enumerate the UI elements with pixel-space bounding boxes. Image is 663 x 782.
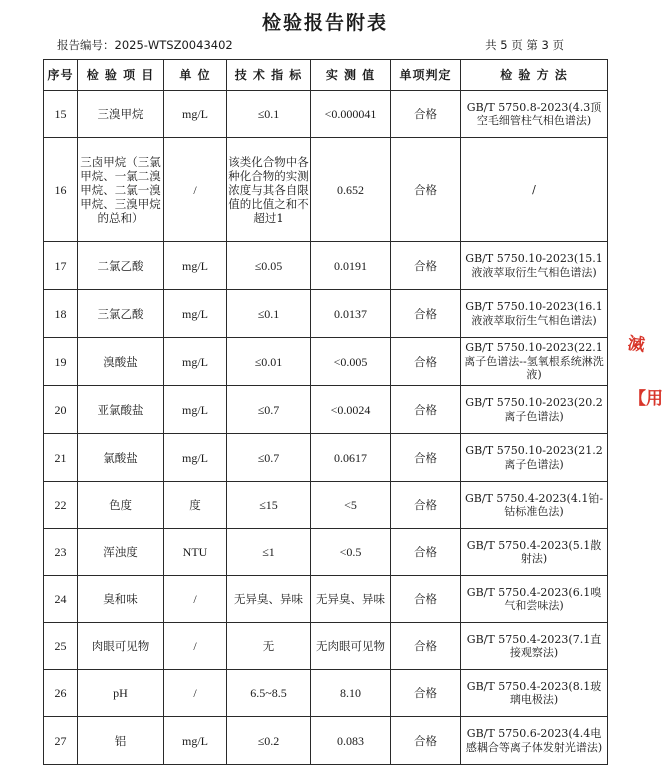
cell-item: 色度	[78, 482, 164, 529]
cell-method: GB/T 5750.4-2023(5.1散射法)	[461, 529, 608, 576]
cell-no: 20	[44, 386, 78, 434]
cell-unit: NTU	[164, 529, 227, 576]
cell-unit: /	[164, 576, 227, 623]
cell-judge: 合格	[391, 242, 461, 290]
cell-judge: 合格	[391, 717, 461, 765]
cell-unit: mg/L	[164, 91, 227, 138]
cell-value: <0.000041	[311, 91, 391, 138]
cell-judge: 合格	[391, 386, 461, 434]
cell-item: 亚氯酸盐	[78, 386, 164, 434]
cell-spec: ≤0.01	[227, 338, 311, 386]
cell-unit: /	[164, 138, 227, 242]
cell-unit: mg/L	[164, 386, 227, 434]
cell-item: 铝	[78, 717, 164, 765]
cell-item: 浑浊度	[78, 529, 164, 576]
cell-no: 26	[44, 670, 78, 717]
cell-item: 二氯乙酸	[78, 242, 164, 290]
cell-no: 22	[44, 482, 78, 529]
cell-spec: ≤0.2	[227, 717, 311, 765]
seal-stamp-fragment: 滅	[626, 333, 647, 356]
header-value: 实 测 值	[311, 60, 391, 91]
cell-judge: 合格	[391, 290, 461, 338]
cell-unit: mg/L	[164, 434, 227, 482]
cell-judge: 合格	[391, 576, 461, 623]
table-row	[44, 482, 608, 529]
cell-spec: 无异臭、异味	[227, 576, 311, 623]
cell-item: 三氯乙酸	[78, 290, 164, 338]
table-row	[44, 623, 608, 670]
table-row	[44, 717, 608, 765]
cell-no: 19	[44, 338, 78, 386]
cell-no: 21	[44, 434, 78, 482]
cell-value: 0.0137	[311, 290, 391, 338]
table-row	[44, 242, 608, 290]
cell-spec: ≤15	[227, 482, 311, 529]
table-header-row	[44, 60, 608, 91]
table-row	[44, 138, 608, 242]
cell-spec: ≤0.1	[227, 91, 311, 138]
cell-unit: /	[164, 670, 227, 717]
cell-spec: 6.5~8.5	[227, 670, 311, 717]
table-row	[44, 529, 608, 576]
cell-unit: mg/L	[164, 717, 227, 765]
cell-unit: mg/L	[164, 242, 227, 290]
header-spec: 技 术 指 标	[227, 60, 311, 91]
cell-judge: 合格	[391, 623, 461, 670]
table-row	[44, 290, 608, 338]
cell-judge: 合格	[391, 529, 461, 576]
cell-spec: ≤1	[227, 529, 311, 576]
table-row	[44, 434, 608, 482]
cell-value: 0.0617	[311, 434, 391, 482]
cell-method: /	[461, 138, 608, 242]
table-row	[44, 91, 608, 138]
cell-spec: ≤0.1	[227, 290, 311, 338]
cell-judge: 合格	[391, 482, 461, 529]
cell-item: 氯酸盐	[78, 434, 164, 482]
header-unit: 单 位	[164, 60, 227, 91]
cell-spec: ≤0.7	[227, 386, 311, 434]
cell-item: 臭和味	[78, 576, 164, 623]
header-judge: 单项判定	[391, 60, 461, 91]
header-item: 检 验 项 目	[78, 60, 164, 91]
table-row	[44, 670, 608, 717]
header-method: 检 验 方 法	[461, 60, 608, 91]
cell-item: 三溴甲烷	[78, 91, 164, 138]
cell-no: 25	[44, 623, 78, 670]
cell-unit: 度	[164, 482, 227, 529]
cell-no: 27	[44, 717, 78, 765]
cell-method: GB/T 5750.4-2023(4.1铂-钴标准色法)	[461, 482, 608, 529]
cell-no: 18	[44, 290, 78, 338]
cell-value: 0.083	[311, 717, 391, 765]
cell-item: pH	[78, 670, 164, 717]
cell-spec: ≤0.05	[227, 242, 311, 290]
cell-judge: 合格	[391, 670, 461, 717]
cell-no: 23	[44, 529, 78, 576]
cell-spec: 无	[227, 623, 311, 670]
cell-value: 无肉眼可见物	[311, 623, 391, 670]
cell-method: GB/T 5750.10-2023(20.2离子色谱法)	[461, 386, 608, 434]
table-row	[44, 338, 608, 386]
cell-spec: ≤0.7	[227, 434, 311, 482]
cell-value: 0.652	[311, 138, 391, 242]
seal-stamp-fragment-lower: 【用	[629, 389, 663, 409]
cell-judge: 合格	[391, 434, 461, 482]
cell-item: 三卤甲烷（三氯甲烷、一氯二溴甲烷、二氯一溴甲烷、三溴甲烷的总和）	[78, 138, 164, 242]
cell-item: 溴酸盐	[78, 338, 164, 386]
cell-method: GB/T 5750.4-2023(8.1玻璃电极法)	[461, 670, 608, 717]
table-row	[44, 386, 608, 434]
cell-judge: 合格	[391, 91, 461, 138]
cell-value: 8.10	[311, 670, 391, 717]
cell-unit: /	[164, 623, 227, 670]
cell-value: <5	[311, 482, 391, 529]
cell-method: GB/T 5750.10-2023(16.1液液萃取衍生气相色谱法)	[461, 290, 608, 338]
report-title: 检验报告附表	[261, 12, 388, 34]
cell-no: 15	[44, 91, 78, 138]
cell-method: GB/T 5750.6-2023(4.4电感耦合等离子体发射光谱法)	[461, 717, 608, 765]
header-no: 序号	[44, 60, 78, 91]
cell-item: 肉眼可见物	[78, 623, 164, 670]
cell-judge: 合格	[391, 138, 461, 242]
cell-method: GB/T 5750.10-2023(21.2离子色谱法)	[461, 434, 608, 482]
cell-value: <0.005	[311, 338, 391, 386]
inspection-table	[43, 59, 608, 765]
cell-value: 0.0191	[311, 242, 391, 290]
cell-unit: mg/L	[164, 290, 227, 338]
cell-spec: 该类化合物中各种化合物的实测浓度与其各自限值的比值之和不超过1	[227, 138, 311, 242]
cell-value: <0.0024	[311, 386, 391, 434]
cell-method: GB/T 5750.4-2023(6.1嗅气和尝味法)	[461, 576, 608, 623]
cell-method: GB/T 5750.4-2023(7.1直接观察法)	[461, 623, 608, 670]
cell-no: 17	[44, 242, 78, 290]
cell-value: 无异臭、异味	[311, 576, 391, 623]
table-row	[44, 576, 608, 623]
cell-method: GB/T 5750.10-2023(22.1离子色谱法--氢氧根系统淋洗液)	[461, 338, 608, 386]
cell-value: <0.5	[311, 529, 391, 576]
cell-method: GB/T 5750.8-2023(4.3顶空毛细管柱气相色谱法)	[461, 91, 608, 138]
report-number: 报告编号：2025-WTSZ0043402	[57, 38, 233, 52]
cell-no: 16	[44, 138, 78, 242]
cell-unit: mg/L	[164, 338, 227, 386]
cell-no: 24	[44, 576, 78, 623]
page-info: 共 5 页 第 3 页	[485, 38, 564, 52]
cell-method: GB/T 5750.10-2023(15.1液液萃取衍生气相色谱法)	[461, 242, 608, 290]
cell-judge: 合格	[391, 338, 461, 386]
